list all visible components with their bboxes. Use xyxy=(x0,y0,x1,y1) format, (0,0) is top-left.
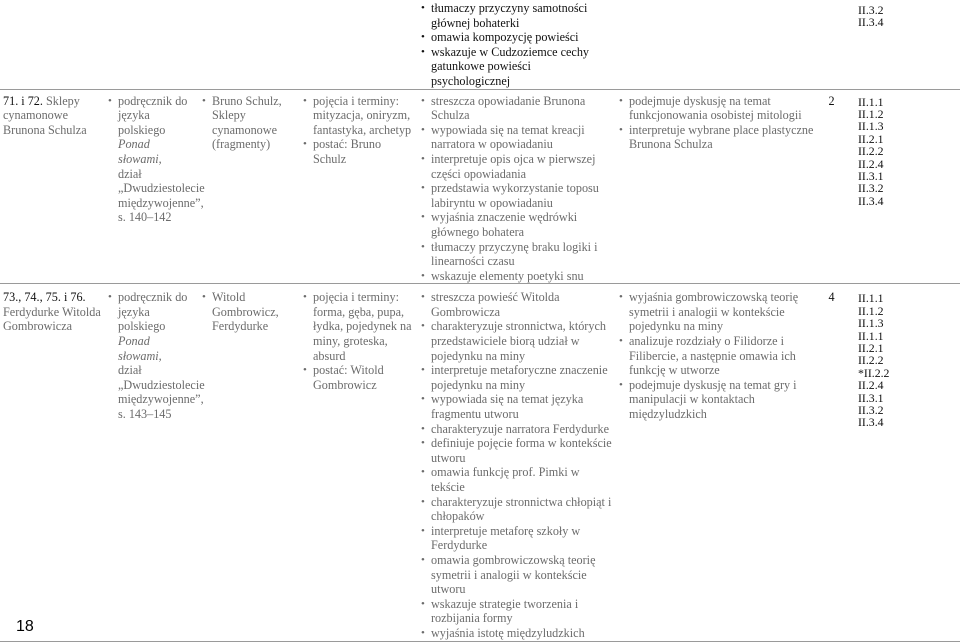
basic-skills-cell xyxy=(418,284,616,641)
term-item: • postać: Bruno Schulz xyxy=(303,137,415,166)
requirement-code: II.2.1 xyxy=(858,340,884,355)
terms-list xyxy=(303,290,415,392)
basic-skills-cell xyxy=(418,0,616,89)
skill-item: • streszcza opowiadanie Brunona Schulza xyxy=(421,94,613,123)
skill-item: • streszcza powieść Witolda Gombrowicza xyxy=(421,290,613,319)
skill-item: • interpretuje metaforę szkoły w Ferdydurke xyxy=(421,524,613,553)
requirement-code: II.2.4 xyxy=(858,156,884,171)
lesson-number: 73., 74., 75. i 76. xyxy=(3,290,86,305)
requirement-code: II.1.2 xyxy=(858,106,884,121)
skill-item: • wypowiada się na temat kreacji narratora w opowiadaniu xyxy=(421,123,613,152)
requirement-code: II.2.1 xyxy=(858,131,884,146)
skill-item: • wypowiada się na temat języka fragmentu utworu xyxy=(421,392,613,421)
page-number: 18 xyxy=(16,618,34,635)
table-row-continued xyxy=(0,0,960,89)
table-row xyxy=(0,89,960,284)
skills-list xyxy=(421,94,613,284)
skill-item: • wyjaśnia znaczenie wędrówki głównego bohatera xyxy=(421,210,613,239)
skill-item: • interpretuje wybrane place plastyczne Brunona Schulza xyxy=(619,123,816,152)
texts-cell xyxy=(199,284,300,641)
requirement-code: II.3.2 xyxy=(858,181,884,196)
requirement-code: II.1.1 xyxy=(858,291,884,306)
requirement-code: II.1.3 xyxy=(858,316,884,331)
codes-cell xyxy=(855,284,960,641)
skill-item: • wyjaśnia istotę międzyludzkich xyxy=(421,626,613,641)
source-item: • podręcznik do języka polskiego Ponad słowami, dział „Dwudziestolecie międzywojenne”, s. 143–145 xyxy=(108,290,196,421)
lesson-title: Sklepy cynamonowe Brunona Schulza xyxy=(3,93,87,137)
requirement-code: II.3.2 xyxy=(858,3,884,17)
texts-cell xyxy=(199,89,300,284)
hours-cell: 4 xyxy=(819,284,855,641)
lesson-title: Ferdydurke Witolda Gombrowicza xyxy=(3,304,101,334)
codes-cell xyxy=(855,0,960,89)
table-row xyxy=(0,284,960,641)
extended-skills-cell xyxy=(616,284,819,641)
terms-cell xyxy=(300,284,418,641)
text-item: • Witold Gombrowicz, Ferdydurke xyxy=(202,290,297,334)
requirement-code: II.2.4 xyxy=(858,378,884,393)
skills-list xyxy=(421,1,613,89)
skill-item: • tłumaczy przyczynę braku logiki i linearności czasu xyxy=(421,240,613,269)
skill-item: • podejmuje dyskusję na temat gry i manipulacji w kontaktach międzyludzkich xyxy=(619,378,816,422)
source-item: • podręcznik do języka polskiego Ponad słowami, dział „Dwudziestolecie międzywojenne”, s. 140–142 xyxy=(108,94,196,225)
lesson-number: 71. i 72. xyxy=(3,93,43,108)
requirement-code: II.3.2 xyxy=(858,402,884,417)
hours-cell: 2 xyxy=(819,89,855,284)
lesson-cell xyxy=(0,89,105,284)
terms-cell xyxy=(300,89,418,284)
text-item: • Bruno Schulz, Sklepy cynamonowe (fragmenty) xyxy=(202,94,297,152)
skill-item: • tłumaczy przyczyny samotności głównej bohaterki xyxy=(421,1,613,30)
term-item: • pojęcia i terminy: forma, gęba, pupa, łydka, pojedynek na miny, groteska, absurd xyxy=(303,290,415,363)
requirement-code: *II.2.2 xyxy=(858,365,890,380)
texts-list xyxy=(202,290,297,334)
requirement-code: II.1.1 xyxy=(858,94,884,109)
skill-item: • interpretuje metaforyczne znaczenie pojedynku na miny xyxy=(421,363,613,392)
skills-list xyxy=(421,290,613,640)
skills-list xyxy=(619,290,816,421)
skill-item: • wskazuje w Cudzoziemce cechy gatunkowe powieści psychologicznej xyxy=(421,45,613,89)
codes-cell xyxy=(855,89,960,284)
requirement-code: II.2.2 xyxy=(858,353,884,368)
book-title: Ponad słowami, xyxy=(118,334,162,363)
skill-item: • charakteryzuje stronnictwa chłopiąt i chłopaków xyxy=(421,495,613,524)
skill-item: • omawia gombrowiczowską teorię symetrii i analogii w kontekście utworu xyxy=(421,553,613,597)
skill-item: • podejmuje dyskusję na temat funkcjonowania osobistej mitologii xyxy=(619,94,816,123)
requirement-code: II.3.4 xyxy=(858,193,884,208)
terms-list xyxy=(303,94,415,167)
skill-item: • wyjaśnia gombrowiczowską teorię symetrii i analogii w kontekście pojedynku na miny xyxy=(619,290,816,334)
skill-item: • definiuje pojęcie forma w kontekście utworu xyxy=(421,436,613,465)
requirement-code: II.3.1 xyxy=(858,169,884,183)
source-cell xyxy=(105,89,205,284)
skill-item: • interpretuje opis ojca w pierwszej części opowiadania xyxy=(421,152,613,181)
term-item: • pojęcia i terminy: mityzacja, oniryzm, fantastyka, archetyp xyxy=(303,94,415,138)
skills-list xyxy=(619,94,816,152)
requirement-code: II.3.4 xyxy=(858,15,884,30)
source-cell xyxy=(105,284,205,641)
extended-skills-cell xyxy=(616,89,819,284)
skill-item: • analizuje rozdziały o Filidorze i Filibercie, a następnie omawia ich funkcję w utworze xyxy=(619,334,816,378)
requirement-code: II.3.1 xyxy=(858,390,884,405)
requirement-code: II.1.3 xyxy=(858,119,884,134)
skill-item: • charakteryzuje narratora Ferdydurke xyxy=(421,422,613,437)
skill-item: • omawia funkcję prof. Pimki w tekście xyxy=(421,465,613,494)
skill-item: • omawia kompozycję powieści xyxy=(421,30,613,45)
lesson-cell xyxy=(0,284,105,641)
term-item: • postać: Witold Gombrowicz xyxy=(303,363,415,392)
basic-skills-cell xyxy=(418,89,616,284)
requirement-code: II.3.4 xyxy=(858,415,884,430)
requirement-code: II.2.2 xyxy=(858,144,884,159)
requirement-code: II.1.1 xyxy=(858,328,884,343)
texts-list xyxy=(202,94,297,152)
skill-item: • charakteryzuje stronnictwa, których przedstawiciele biorą udział w pojedynku na miny xyxy=(421,319,613,363)
skill-item: • wskazuje strategie tworzenia i rozbijania formy xyxy=(421,597,613,626)
skill-item: • przedstawia wykorzystanie toposu labiryntu w opowiadaniu xyxy=(421,181,613,210)
requirement-code: II.1.2 xyxy=(858,303,884,318)
book-title: Ponad słowami, xyxy=(118,137,162,166)
skill-item: • wskazuje elementy poetyki snu xyxy=(421,269,613,284)
